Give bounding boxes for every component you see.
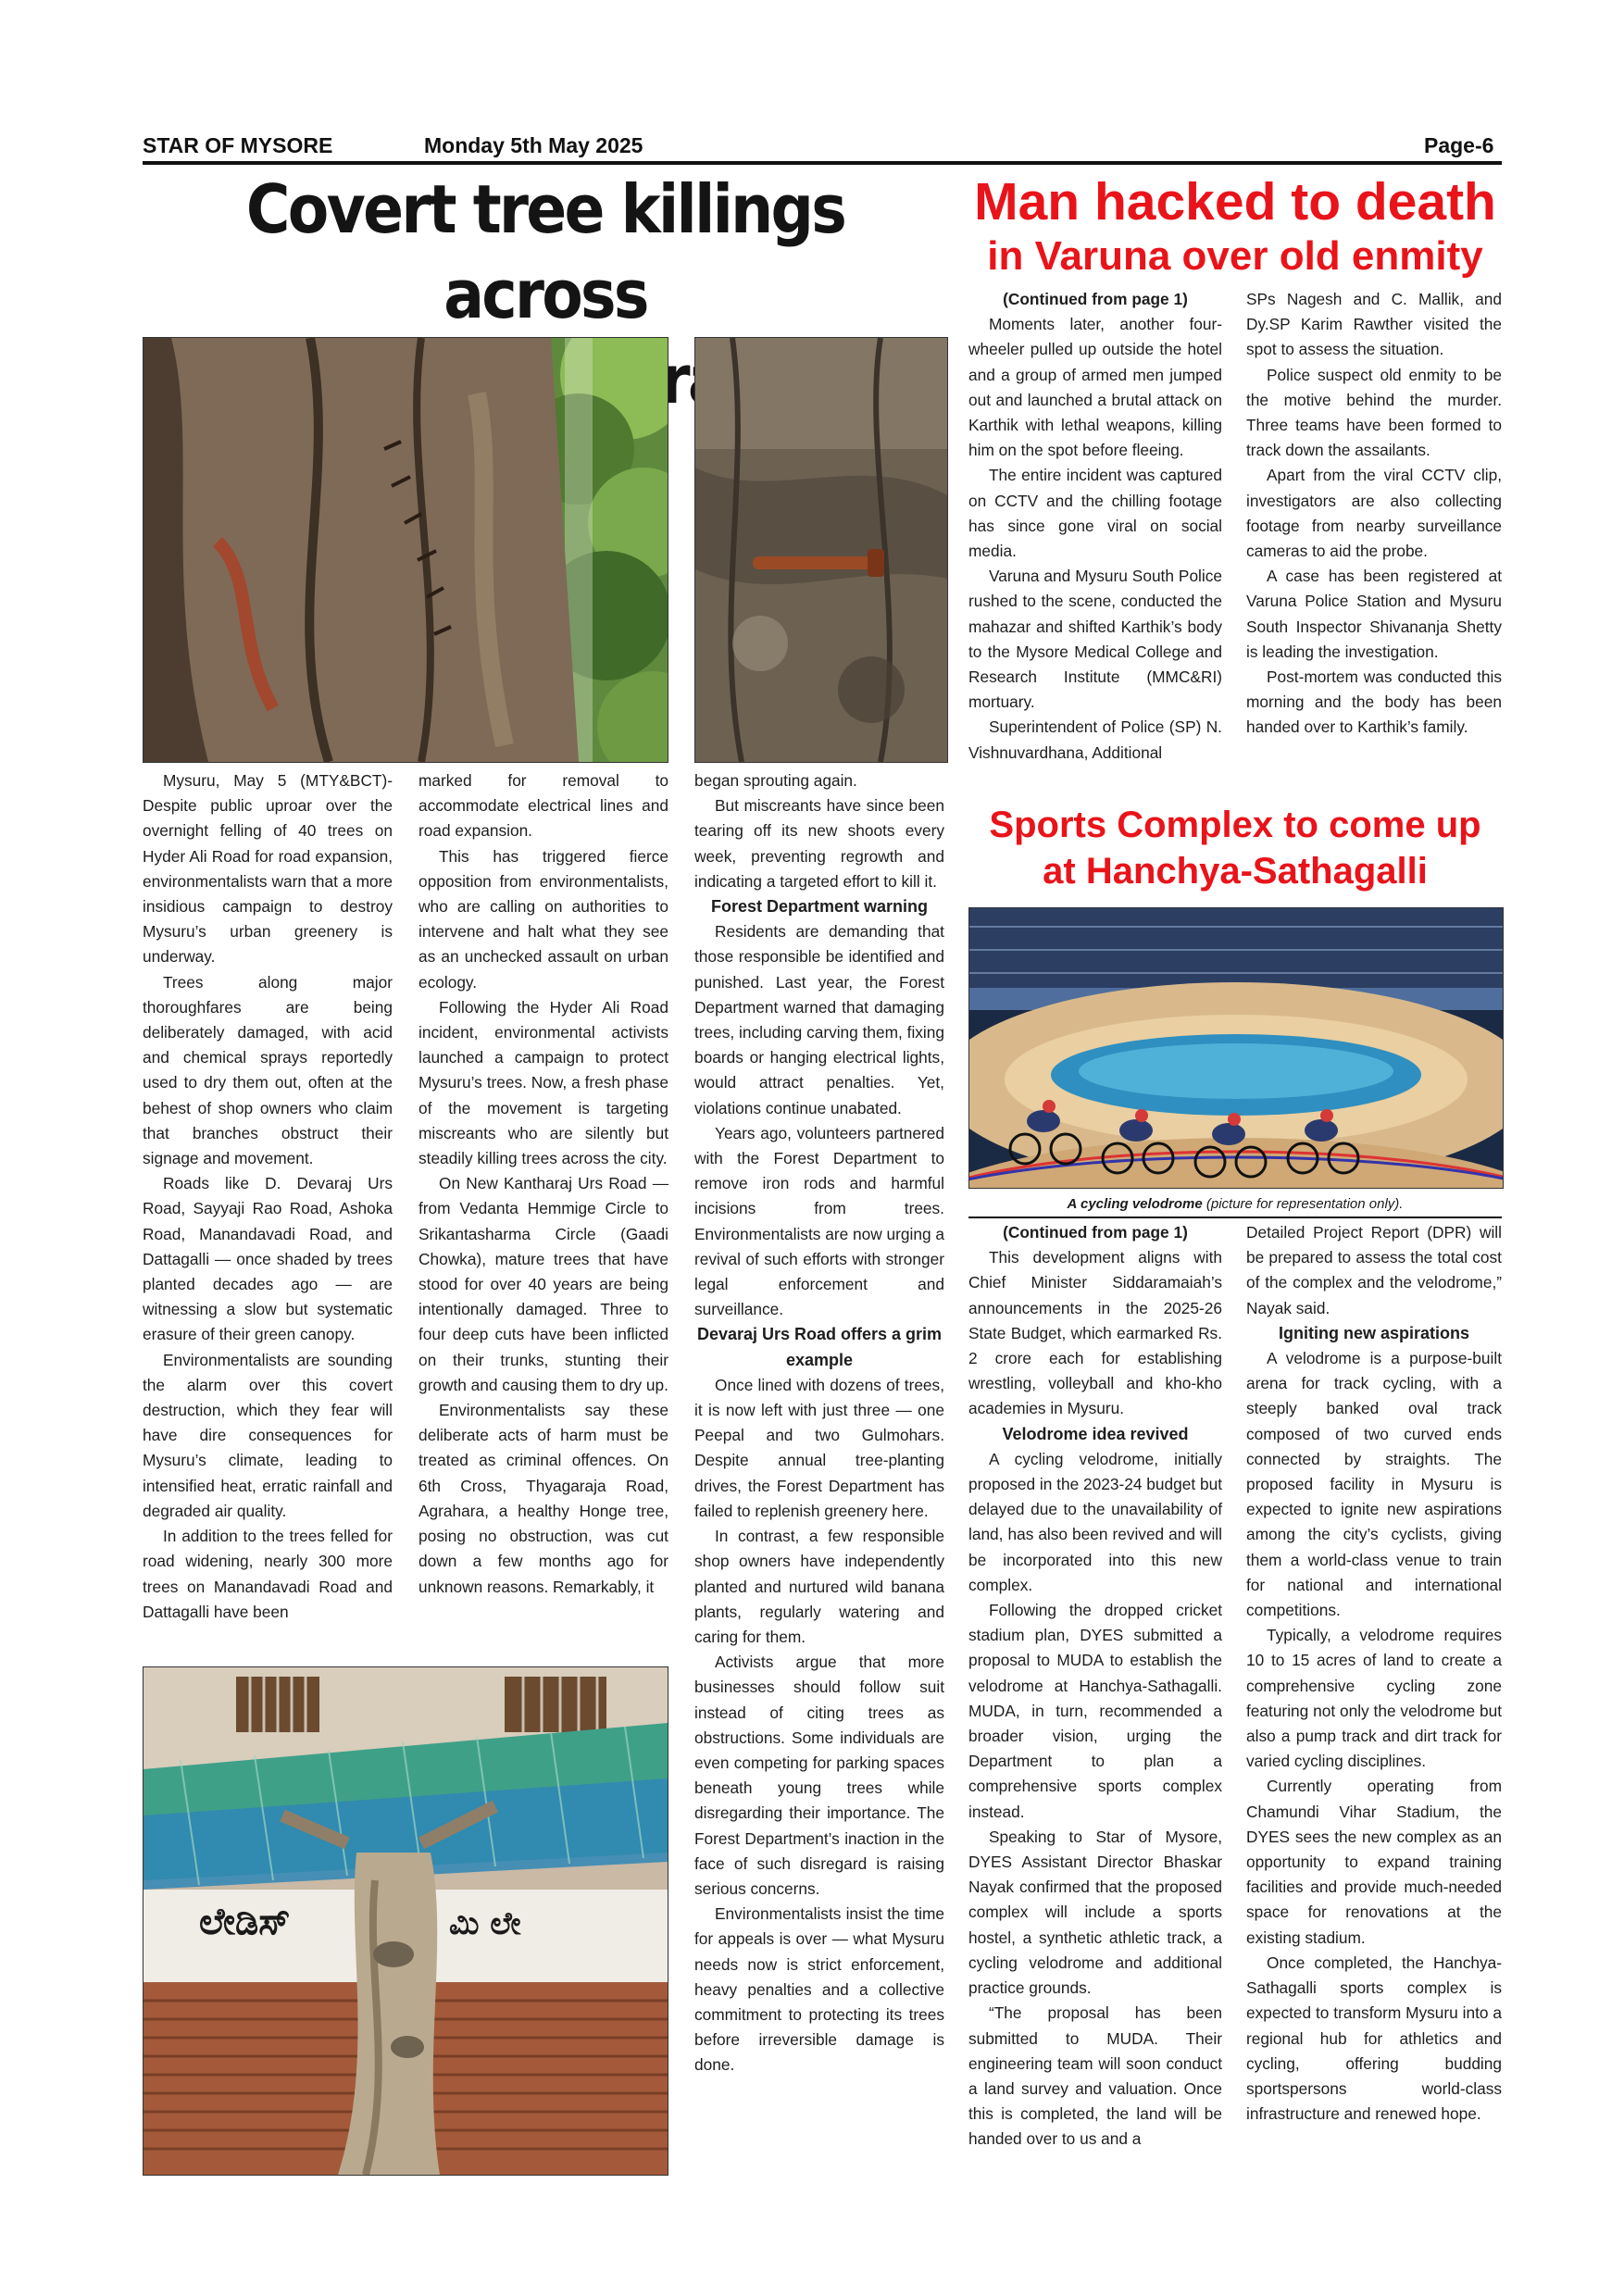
story1-paragraph: marked for removal to accommodate electrical lines and road expansion. [418, 771, 668, 841]
story3-headline-line1: Sports Complex to come up [989, 805, 1481, 845]
story2-paragraph: Varuna and Mysuru South Police rushed to the scene, conducted the mahazar and shifted Karthik’s body to the Mysore Medical College and Research Institute (MMC&RI) mortuary. [968, 567, 1222, 712]
story2-continued-note: (Continued from page 1) [1003, 290, 1188, 308]
story1-paragraph: Mysuru, May 5 (MTY&BCT)- Despite public uproar over the overnight felling of 40 trees on Hyder Ali Road for road expansion, environmentalists warn that a more insidious campaign to destroy Mysuru’s urban greenery is underway. [143, 771, 393, 967]
masthead-date: Monday 5th May 2025 [424, 133, 643, 157]
story1-paragraph: Once lined with dozens of trees, it is now left with just three — one Peepal and two Gulmohars. Despite annual tree-planting drives, the Forest Department has failed to replenish greenery here. [694, 1375, 944, 1520]
photo-cycling-velodrome [968, 907, 1504, 1189]
story2-headline-line2: in Varuna over old enmity [987, 233, 1483, 279]
story2-paragraph: Police suspect old enmity to be the motive behind the murder. Three teams have been formed to track down the assailants. [1246, 365, 1502, 460]
photo-rusty-nail [694, 337, 948, 763]
photo-tree-trunk-nails [143, 337, 668, 763]
story1-column-3 [694, 768, 944, 2078]
caption-bold: A cycling velodrome [1067, 1196, 1203, 1212]
story1-paragraph: Roads like D. Devaraj Urs Road, Sayyaji Rao Road, Ashoka Road, Manandavadi Road, and Dattagalli — once shaded by trees planted decades ago — are witnessing a slow but systematic erasure of their green canopy. [143, 1174, 393, 1344]
story1-paragraph: Environmentalists say these deliberate acts of harm must be treated as criminal offences. On 6th Cross, Thyagaraja Road, Agrahara, a healthy Honge tree, posing no obstruction, was cut down a few months ago for unknown reasons. Remarkably, it [418, 1401, 668, 1596]
story1-paragraph: Activists argue that more businesses should follow suit instead of citing trees as obstructions. Some individuals are even competing for parking spaces beneath young trees while disregarding their importance. The Forest Department’s inaction in the face of such disregard is raising serious concerns. [694, 1653, 944, 1898]
story1-subheading-devaraj-urs-road: Devaraj Urs Road offers a grim example [696, 1325, 943, 1369]
story2-paragraph: Superintendent of Police (SP) N. Vishnuvardhana, Additional [968, 718, 1222, 762]
story2-column-2 [1246, 287, 1502, 741]
story3-paragraph: Once completed, the Hanchya-Sathagalli sports complex is expected to transform Mysuru into a regional hub for athletics and cycling, offering budding sportspersons world-class infrastructure and renewed hope. [1246, 1953, 1502, 2124]
story3-paragraph: Speaking to Star of Mysore, DYES Assistant Director Bhaskar Nayak confirmed that the proposed complex will include a sports hostel, a synthetic athletic track, a cycling velodrome and additional practice grounds. [968, 1827, 1222, 1998]
story2-paragraph: Post-mortem was conducted this morning and the body has been handed over to Karthik’s family. [1246, 668, 1502, 737]
photo-caption [968, 1196, 1502, 1212]
story3-paragraph: This development aligns with Chief Minister Siddaramaiah’s announcements in the 2025-26 State Budget, which earmarked Rs. 2 crore each for establishing wrestling, volleyball and kho-kho academies in Mysuru. [968, 1248, 1222, 1418]
story2-paragraph: Apart from the viral CCTV clip, investigators are also collecting footage from nearby surveillance cameras to aid the probe. [1246, 466, 1502, 561]
masthead-paper-name: STAR OF MYSORE [143, 133, 333, 157]
photo-damaged-tree-shop [143, 1666, 668, 2176]
story1-paragraph: began sprouting again. [694, 771, 857, 790]
story2-column-1 [968, 287, 1222, 766]
story3-headline-line2: at Hanchya-Sathagalli [1043, 851, 1428, 892]
story3-headline [968, 802, 1502, 894]
story1-column-2 [418, 768, 668, 1600]
story2-paragraph: A case has been registered at Varuna Police Station and Mysuru South Inspector Shivananja Shetty is leading the investigation. [1246, 567, 1502, 661]
story3-paragraph: A cycling velodrome, initially proposed in the 2023-24 budget but delayed due to the unavailability of land, has also been revived and will be incorporated into this new complex. [968, 1449, 1222, 1594]
story1-paragraph: This has triggered fierce opposition from environmentalists, who are calling on authorities to intervene and halt what they see as an unchecked assault on urban ecology. [418, 846, 668, 992]
story3-paragraph: A velodrome is a purpose-built arena for track cycling, with a steeply banked oval track composed of two curved ends connected by straights. The proposed facility in Mysuru is expected to ignite new aspirations among the city’s cyclists, giving them a world-class venue to train for national and international competitions. [1246, 1349, 1502, 1620]
story3-subheading-velodrome: Velodrome idea revived [1002, 1424, 1189, 1443]
shop-sign-text: ಮಿ ಲೇ [449, 1905, 521, 1942]
story1-paragraph: Environmentalists insist the time for appeals is over — what Mysuru needs now is strict enforcement, heavy penalties and a collective commitment to protecting its trees before irreversible damage is done. [694, 1904, 944, 2075]
story3-continued-note: (Continued from page 1) [1003, 1223, 1188, 1242]
story1-paragraph: In contrast, a few responsible shop owners have independently planted and nurtured wild banana plants, regularly watering and caring for them. [694, 1527, 944, 1646]
story2-paragraph: Moments later, another four-wheeler pulled up outside the hotel and a group of armed men jumped out and launched a brutal attack on Karthik with lethal weapons, killing him on the spot before fleeing. [968, 315, 1222, 460]
story1-column-1 [143, 768, 393, 1625]
story3-paragraph: Detailed Project Report (DPR) will be prepared to assess the total cost of the complex and the velodrome,” Nayak said. [1246, 1223, 1502, 1317]
masthead-page-number: Page-6 [1424, 133, 1494, 157]
story3-paragraph: “The proposal has been submitted to MUDA. Their engineering team will soon conduct a land survey and valuation. Once this is completed, the land will be handed over to us and a [968, 2003, 1222, 2149]
story1-paragraph: Years ago, volunteers partnered with the Forest Department to remove iron rods and harmful incisions from trees. Environmentalists are now urging a revival of such efforts with stronger legal enforcement and surveillance. [694, 1123, 944, 1319]
story1-paragraph: Trees along major thoroughfares are being deliberately damaged, with acid and chemical sprays reportedly used to dry them out, often at the behest of shop owners who claim that branches obstruct their signage and movement. [143, 972, 393, 1168]
story1-paragraph: But miscreants have since been tearing off its new shoots every week, preventing regrowth and indicating a targeted effort to kill it. [694, 796, 944, 891]
story2-paragraph: The entire incident was captured on CCTV and the chilling footage has since gone viral on social media. [968, 466, 1222, 561]
story2-paragraph: SPs Nagesh and C. Mallik, and Dy.SP Karim Rawther visited the spot to assess the situation. [1246, 290, 1502, 359]
story1-paragraph: Following the Hyder Ali Road incident, environmental activists launched a campaign to protect Mysuru’s trees. Now, a fresh phase of the movement is targeting miscreants who are silently but steadily killing trees across the city. [418, 997, 668, 1168]
shop-sign-text: ಲೇಡಿಸ್ [199, 1901, 291, 1943]
story3-column-2 [1246, 1220, 1502, 2127]
story1-paragraph: Residents are demanding that those responsible be identified and punished. Last year, the Forest Department warned that damaging trees, including carving them, fixing boards or hanging electrical lights, would attract penalties. Yet, violations continue unabated. [694, 922, 944, 1117]
story2-headline-line1: Man hacked to death [974, 172, 1496, 231]
story1-headline-line1: Covert tree killings across [245, 170, 845, 333]
masthead-rule [143, 161, 1502, 165]
story3-subheading-aspirations: Igniting new aspirations [1278, 1323, 1469, 1342]
story3-column-1 [968, 1220, 1222, 2152]
story1-subheading-forest-department: Forest Department warning [710, 897, 929, 917]
story3-paragraph: Following the dropped cricket stadium plan, DYES submitted a proposal to MUDA to establish the velodrome at Hanchya-Sathagalli. MUDA, in turn, recommended a broader vision, urging the Department to plan a comprehensive sports complex instead. [968, 1601, 1222, 1821]
caption-rest: (picture for representation only). [1202, 1196, 1404, 1212]
story1-paragraph: On New Kantharaj Urs Road — from Vedanta Hemmige Circle to Srikantasharma Circle (Gaadi Chowka), mature trees that have stood for over 40 years are being intentionally damaged. Three to four deep cuts have been inflicted on their trunks, stunting their growth and causing them to dry up. [418, 1174, 668, 1394]
story1-paragraph: Environmentalists are sounding the alarm over this covert destruction, which they fear will have dire consequences for Mysuru’s climate, leading to intensified heat, erratic rainfall and degraded air quality. [143, 1350, 393, 1520]
story3-paragraph: Typically, a velodrome requires 10 to 15 acres of land to create a comprehensive cycling zone featuring not only the velodrome but also a pump track and dirt track for varied cycling disciplines. [1246, 1626, 1502, 1771]
story3-paragraph: Currently operating from Chamundi Vihar Stadium, the DYES sees the new complex as an opportunity to expand training facilities and provide much-needed space for renovations at the existing stadium. [1246, 1777, 1502, 1947]
story1-paragraph: In addition to the trees felled for road widening, nearly 300 more trees on Manandavadi Road and Dattagalli have been [143, 1527, 393, 1621]
